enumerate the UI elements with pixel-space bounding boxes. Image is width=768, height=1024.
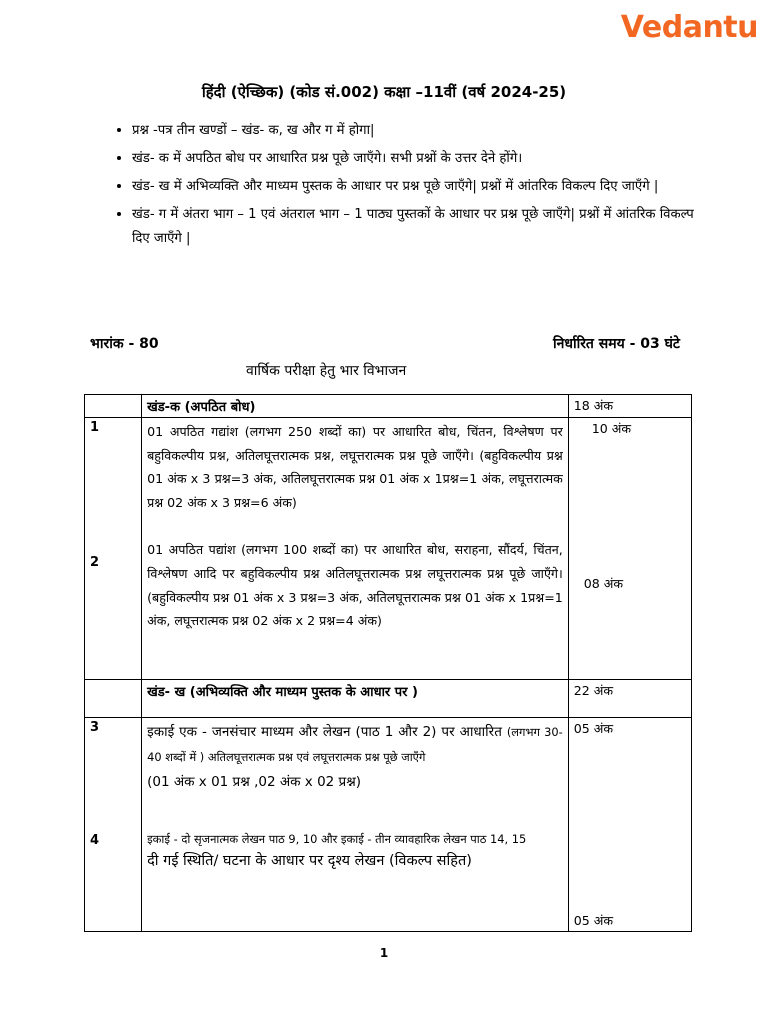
page-number: 1: [379, 946, 389, 960]
instruction-item: • प्रश्न -पत्र तीन खण्डों – खंड- क, ख और ग में होगा|: [132, 118, 712, 143]
section-a-marks: 18 अंक: [568, 395, 691, 418]
question-2-marks: 08 अंक: [583, 576, 624, 591]
table-row: [85, 718, 692, 932]
question-2-text: 01 अपठित पद्यांश (लगभग 100 शब्दों का) पर आधारित बोध, सराहना, सौंदर्य, चिंतन, विश्लेषण आदि पर बहुविकल्पीय प्रश्न अतिलघूत्तरात्मक प्रश्न लघूत्तरात्मक प्रश्न पूछे जाएँगे। (बहुविकल्पीय प्रश्न 01 अंक x 3 प्रश्न=3 अंक, अतिलघूत्तरात्मक प्रश्न 01 अंक x 1प्रश्न=1 अंक, लघूत्तरात्मक प्रश्न 02 अंक x 2 प्रश्न=4 अंक): [147, 542, 563, 629]
section-a-heading: खंड-क (अपठित बोध): [142, 395, 569, 418]
time-label: निर्धारित समय - 03 घंटे: [552, 336, 680, 352]
question-1-marks: 10 अंक: [591, 421, 632, 436]
instructions-list: [110, 118, 712, 254]
instruction-item: • खंड- ग में अंतरा भाग – 1 एवं अंतराल भाग – 1 पाठ्य पुस्तकों के आधार पर प्रश्न पूछे जाएँगे| प्रश्नों में आंतरिक विकल्प दिए जाएँगे |: [132, 202, 712, 251]
question-1-text: 01 अपठित गद्यांश (लगभग 250 शब्दों का) पर आधारित बोध, चिंतन, विश्लेषण पर बहुविकल्पीय प्रश्न, अतिलघूत्तरात्मक प्रश्न, लघूत्तरात्मक प्रश्न पूछे जाएँगे। (बहुविकल्पीय प्रश्न 01 अंक x 3 प्रश्न=3 अंक, अतिलघूत्तरात्मक प्रश्न 01 अंक x 1प्रश्न=1 अंक, लघूत्तरात्मक प्रश्न 02 अंक x 3 प्रश्न=6 अंक): [147, 424, 563, 510]
question-4-text: दी गई स्थिति/ घटना के आधार पर दृश्य लेखन (विकल्प सहित): [147, 853, 472, 869]
table-row: [85, 395, 692, 418]
section-b-heading: खंड- ख (अभिव्यक्ति और माध्यम पुस्तक के आधार पर ): [142, 680, 569, 718]
instruction-item: • खंड- ख में अभिव्यक्ति और माध्यम पुस्तक के आधार पर प्रश्न पूछे जाएँगे| प्रश्नों में आंतरिक विकल्प दिए जाएँगे |: [132, 174, 712, 199]
table-row: [85, 418, 692, 680]
page-title: हिंदी (ऐच्छिक) (कोड सं.002) कक्षा –11वीं (वर्ष 2024-25): [201, 83, 567, 101]
question-3-marks: 05 अंक: [573, 721, 614, 736]
question-4-unit-text: इकाई - दो सृजनात्मक लेखन पाठ 9, 10 और इकाई - तीन व्यावहारिक लेखन पाठ 14, 15: [147, 832, 527, 846]
question-number: 4: [90, 833, 100, 848]
vedantu-logo: Vedantu: [620, 10, 758, 45]
instruction-item: • खंड- क में अपठित बोध पर आधारित प्रश्न पूछे जाएँगे। सभी प्रश्नों के उत्तर देने होंगे।: [132, 146, 712, 171]
question-number: 3: [90, 720, 100, 735]
marks-time-row: [90, 334, 680, 353]
question-3-text: इकाई एक - जनसंचार माध्यम और लेखन (पाठ 1 और 2) पर आधारित (लगभग 30-40 शब्दों में ) अतिलघूत्तरात्मक प्रश्न एवं लघूत्तरात्मक प्रश्न पूछे जाएँगे: [147, 724, 563, 764]
question-number: 1: [90, 420, 100, 435]
question-3-marks-breakup: (01 अंक x 01 प्रश्न ,02 अंक x 02 प्रश्न): [147, 774, 362, 790]
question-number: 2: [90, 555, 100, 570]
weightage-table: [84, 394, 692, 932]
table-row: [85, 680, 692, 718]
total-marks-label: भारांक - 80: [90, 336, 159, 352]
section-b-marks: 22 अंक: [568, 680, 691, 718]
blueprint-subtitle: वार्षिक परीक्षा हेतु भार विभाजन: [246, 363, 407, 379]
question-4-marks: 05 अंक: [573, 913, 614, 928]
